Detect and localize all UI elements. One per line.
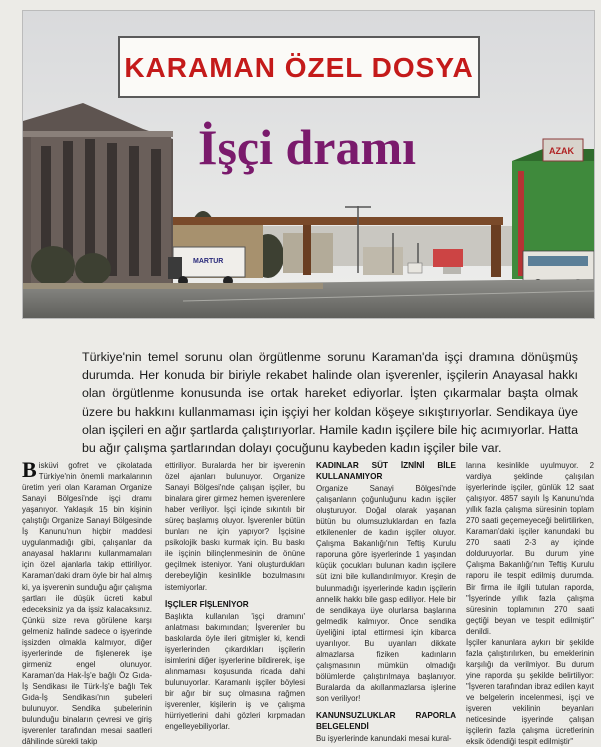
column-2-paragraph-2: Başlıkta kullanılan 'işçi dramını' anlatması bakımından; İşverenler bu baskılarda öyle ileri gitmişler ki, kendi işyerlerinden çıkardıkları işçilerin isimlerini diğer işyerlerine bildirerek, işe alınmaması koşusunda ricada dahi bulunuyorlar. Karamanlı işçiler böylesi bir ağır bir suç olmasına rağmen işverenler, kişilerin iş ve çalışma hürriyetlerini dahi gözleri kırpmadan engelleyebiliyorlar.	[165, 611, 305, 732]
column-4-paragraph-1: larına kesinlikle uyulmuyor. 2 vardiya şeklinde çalışılan işyerlerinde işçiler, günlük 12 saat çalışıyor. 4857 sayılı İş Kanunu'nda yıllık fazla çalışma süresinin toplam 270 saati geçemeyeceği belirtilirken, Karaman'daki işçiler kanundaki bu 270 saati 2-3 ay içinde dolduruyorlar. Bu durum yine Çalışma Bakanlığı'nın Teftiş Kurulu raporu ile tespit edilmiş durumda. Bir firma ile ilgili tutulan raporda, "İşyerinde yıllık fazla çalışma süresinin toplamının 270 saati geçtiği beyan ve tespit edilmiştir" denildi.	[466, 461, 594, 636]
kicker-box	[118, 36, 480, 98]
article-column-2	[165, 460, 305, 732]
column-1-text: isküvi gofret ve çikolatada Türkiye'nin önemli markalarının üretim yeri olan Karaman Organize Sanayi Bölgesi'nde işçi dramı yaşanıyor. Yaklaşık 15 bin kişinin çalıştığı Organize Sanayi Bölgesinde İş Kanunu'nun hiçbir maddesi uygulanmadığı gibi, çalışanlar da anayasal haklarını kullanmamaları için özel ajanlarla takip ettiriliyor. Karaman'daki dram öyle bir hal almış ki, ya işverenin sunduğu ağır çalışma şartları ile düşük ücreti kabul edeceksiniz ya da işsiz kalacaksınız. Çünkü size reva görülene karşı gelmeniz halinde sadece o işyerinde işsizden olmakla kalmıyor, diğer işyerlerinde de fişlenerek işe girmeniz engel olunuyor. Karaman'da Hak-İş'e bağlı Öz Gıda-İş Sendikası ile Türk-İş'e bağlı Tek Gıda-İş Sendikası'nın şubeleri bulunuyor. Sendika şubelerinin bulunduğu binaların çevresi ve giriş işverenler tarafından mesai saatleri dâhilinde sürekli takip	[22, 461, 152, 747]
article-column-1	[22, 457, 152, 747]
subheading-isciler-fisleniyor: İŞÇİLER FİŞLENİYOR	[165, 599, 249, 609]
truck-label: MARTUR	[193, 258, 224, 265]
sign-label: AZAK	[549, 146, 574, 156]
article-column-3	[316, 460, 456, 744]
subheading-kanunsuzluklar: KANUNSUZLUKLAR RAPORLA BELGELENDİ	[316, 711, 456, 732]
subheading-kadinlar-sut-izni: KADINLAR SÜT İZNİNİ BİLE KULLANAMIYOR	[316, 461, 456, 482]
lead-paragraph: Türkiye'nin temel sorunu olan örgütlenme sorunu Karaman'da işçi dramına dönüşmüş durumda. Her konuda bir biriyle rekabet halinde olan işverenler, işçilerin Anayasal hakkı olan örgütlenme konusunda ise ortak hareket ediyorlar. İşten çıkarmalar başta olmak üzere bu hakkını kullanmaması için işçiyi her koldan köşeye sıkıştırıyorlar. Sendikaya üye olan işçileri en ağır şartlarda çalıştırıyorlar. Hamile kadın işçilere bile hiç acımıyorlar. Hatta bu ağır çalışma şartlarından dolayı çocuğunu kaybeden kadın işçiler bile var.	[82, 350, 578, 456]
column-2-paragraph-1: ettiriliyor. Buralarda her bir işverenin özel ajanları bulunuyor. Organize Sanayi Bölgesi'nde çalışan işçiler, bu binalara girer girmez hemen işverenlere haber veriliyor. İşçi içinde sıkıntılı bir süreç başlamış oluyor. İşverenler bütün bunları ne için yapıyor? İşçisine psikolojik baskı kurmak için. Bu baskı ile işçinin bilinçlenmesinin de önüne geçilmek isteniyor. Yani oluşturdukları derebeyliğin kesinlikle bozulmasını istemiyorlar.	[165, 461, 305, 592]
column-1-paragraph	[22, 457, 152, 747]
column-4-paragraph-2: İşçiler kanunlara aykırı bir şekilde fazla çalıştırılırken, bu emeklerinin karşılığı da verilmiyor. Bu durum yine raporda şu şekilde belirtiliyor: "İşveren tarafından ibraz edilen kayıt ve belgelerin incelenmesi, işçi ve işveren vekilinin beyanları neticesinde işyerinde çalışan işçilerin fazla çalışma ücretlerinin eksik ödendiği tespit edilmiştir"	[466, 637, 594, 747]
column-3-paragraph-2: Bu işyerlerinde kanundaki mesai kural-	[316, 734, 452, 744]
section-kicker: KARAMAN ÖZEL DOSYA	[124, 52, 474, 83]
headline: İşçi dramı	[198, 119, 417, 175]
drop-cap: B	[22, 457, 37, 482]
column-3-paragraph-1: Organize Sanayi Bölgesi'nde çalışanların çoğunluğunu kadın işçiler oluşturuyor. Doğal olarak yaşanan bütün bu olumsuzluklardan en fazla etkilenenler de kadın işçiler oluyor. Çalışma Bakanlığı'nın Teftiş Kurulu raporuna göre işyerlerinde 1 yaşından küçük çocukları bulunan kadın işçilere süt izni bile kullandırılmıyor. Kreşin de bulunmadığı işyerlerinde kadın işçilerin annelik hakkı bile gasp ediliyor. Hele bir de sendikaya üye olurlarsa başlarına gelmedik kalmıyor. Önce sendika üyeliğini iptal ettirmesi için kibarca uyarılıyor. Bu uyarıları dikkate almazlarsa fiziken kadınların çalışmasının mümkün olmadığı bölümlerde çalıştırılmaya başlanıyor. Buralarda da akıllanmazlarsa işlerine son veriliyor!	[316, 484, 456, 703]
article-column-4	[466, 460, 594, 747]
